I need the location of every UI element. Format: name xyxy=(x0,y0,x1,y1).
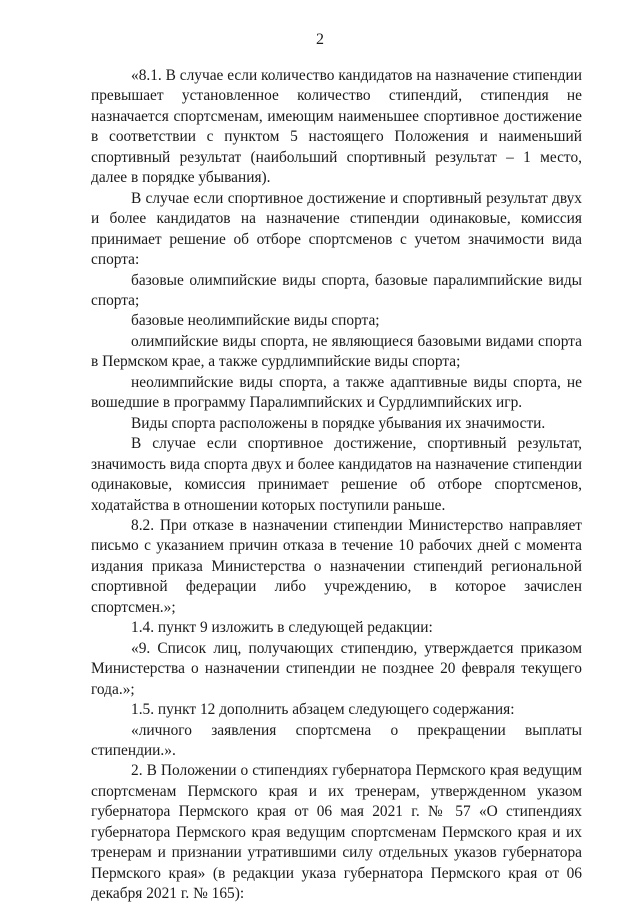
paragraph-8-2: 8.2. При отказе в назначении стипендии Министерство направляет письмо с указанием причин отказа в течение 10 рабочих дней с момента издания приказа Министерства о назначении стипендий региональной спортивной федерации либо учреждению, в которое зачислен спортсмен.»; xyxy=(91,516,582,616)
paragraph-1-5: 1.5. пункт 12 дополнить абзацем следующего содержания: xyxy=(131,701,515,719)
paragraph-8-1: «8.1. В случае если количество кандидатов на назначение стипендии превышает установленное количество стипендий, стипендия не назначается спортсменам, имеющим наименьшее спортивное достижение в соответствии с пунктом 5 настоящего Положения и наименьший спортивный результат (наибольший спортивный результат – 1 место, далее в порядке убывания). xyxy=(91,67,582,187)
paragraph-2: 2. В Положении о стипендиях губернатора Пермского края ведущим спортсменам Пермского края и их тренерам, утвержденном указом губернатора Пермского края от 06 мая 2021 г. № 57 «О стипендиях губернатора Пермского края ведущим спортсменам Пермского края и их тренерам и признании утратившими силу отдельных указов губернатора Пермского края» (в редакции указа губернатора Пермского края от 06 декабря 2021 г. № 165): xyxy=(91,762,582,903)
list-item-non-olympic-adaptive: неолимпийские виды спорта, а также адаптивные виды спорта, не вошедшие в программу Паралимпийских и Сурдлимпийских игр. xyxy=(91,373,582,412)
paragraph-personal-statement: «личного заявления спортсмена о прекращении выплаты стипендии.». xyxy=(91,721,582,759)
document-body xyxy=(91,66,582,905)
paragraph-significance-order: Виды спорта расположены в порядке убывания их значимости. xyxy=(131,414,546,432)
page-number: 2 xyxy=(316,31,324,48)
paragraph-equal-significance: В случае если спортивное достижение, спортивный результат, значимость вида спорта двух и более кандидатов на назначение стипендии одинаковые, комиссия принимает решение об отборе спортсменов, ходатайства в отношении которых поступили раньше. xyxy=(91,435,582,514)
paragraph-1-4: 1.4. пункт 9 изложить в следующей редакции: xyxy=(131,619,433,637)
list-item-basic-olympic: базовые олимпийские виды спорта, базовые паралимпийские виды спорта; xyxy=(91,271,582,309)
list-item-basic-non-olympic: базовые неолимпийские виды спорта; xyxy=(131,312,380,330)
list-item-olympic-non-basic: олимпийские виды спорта, не являющиеся базовыми видами спорта в Пермском крае, а также сурдлимпийские виды спорта; xyxy=(91,332,582,371)
paragraph-9: «9. Список лиц, получающих стипендию, утверждается приказом Министерства о назначении стипендии не позднее 20 февраля текущего года.»; xyxy=(91,639,582,698)
paragraph-equal-results: В случае если спортивное достижение и спортивный результат двух и более кандидатов на назначение стипендии одинаковые, комиссия принимает решение об отборе спортсменов с учетом значимости вида спорта: xyxy=(91,189,582,269)
